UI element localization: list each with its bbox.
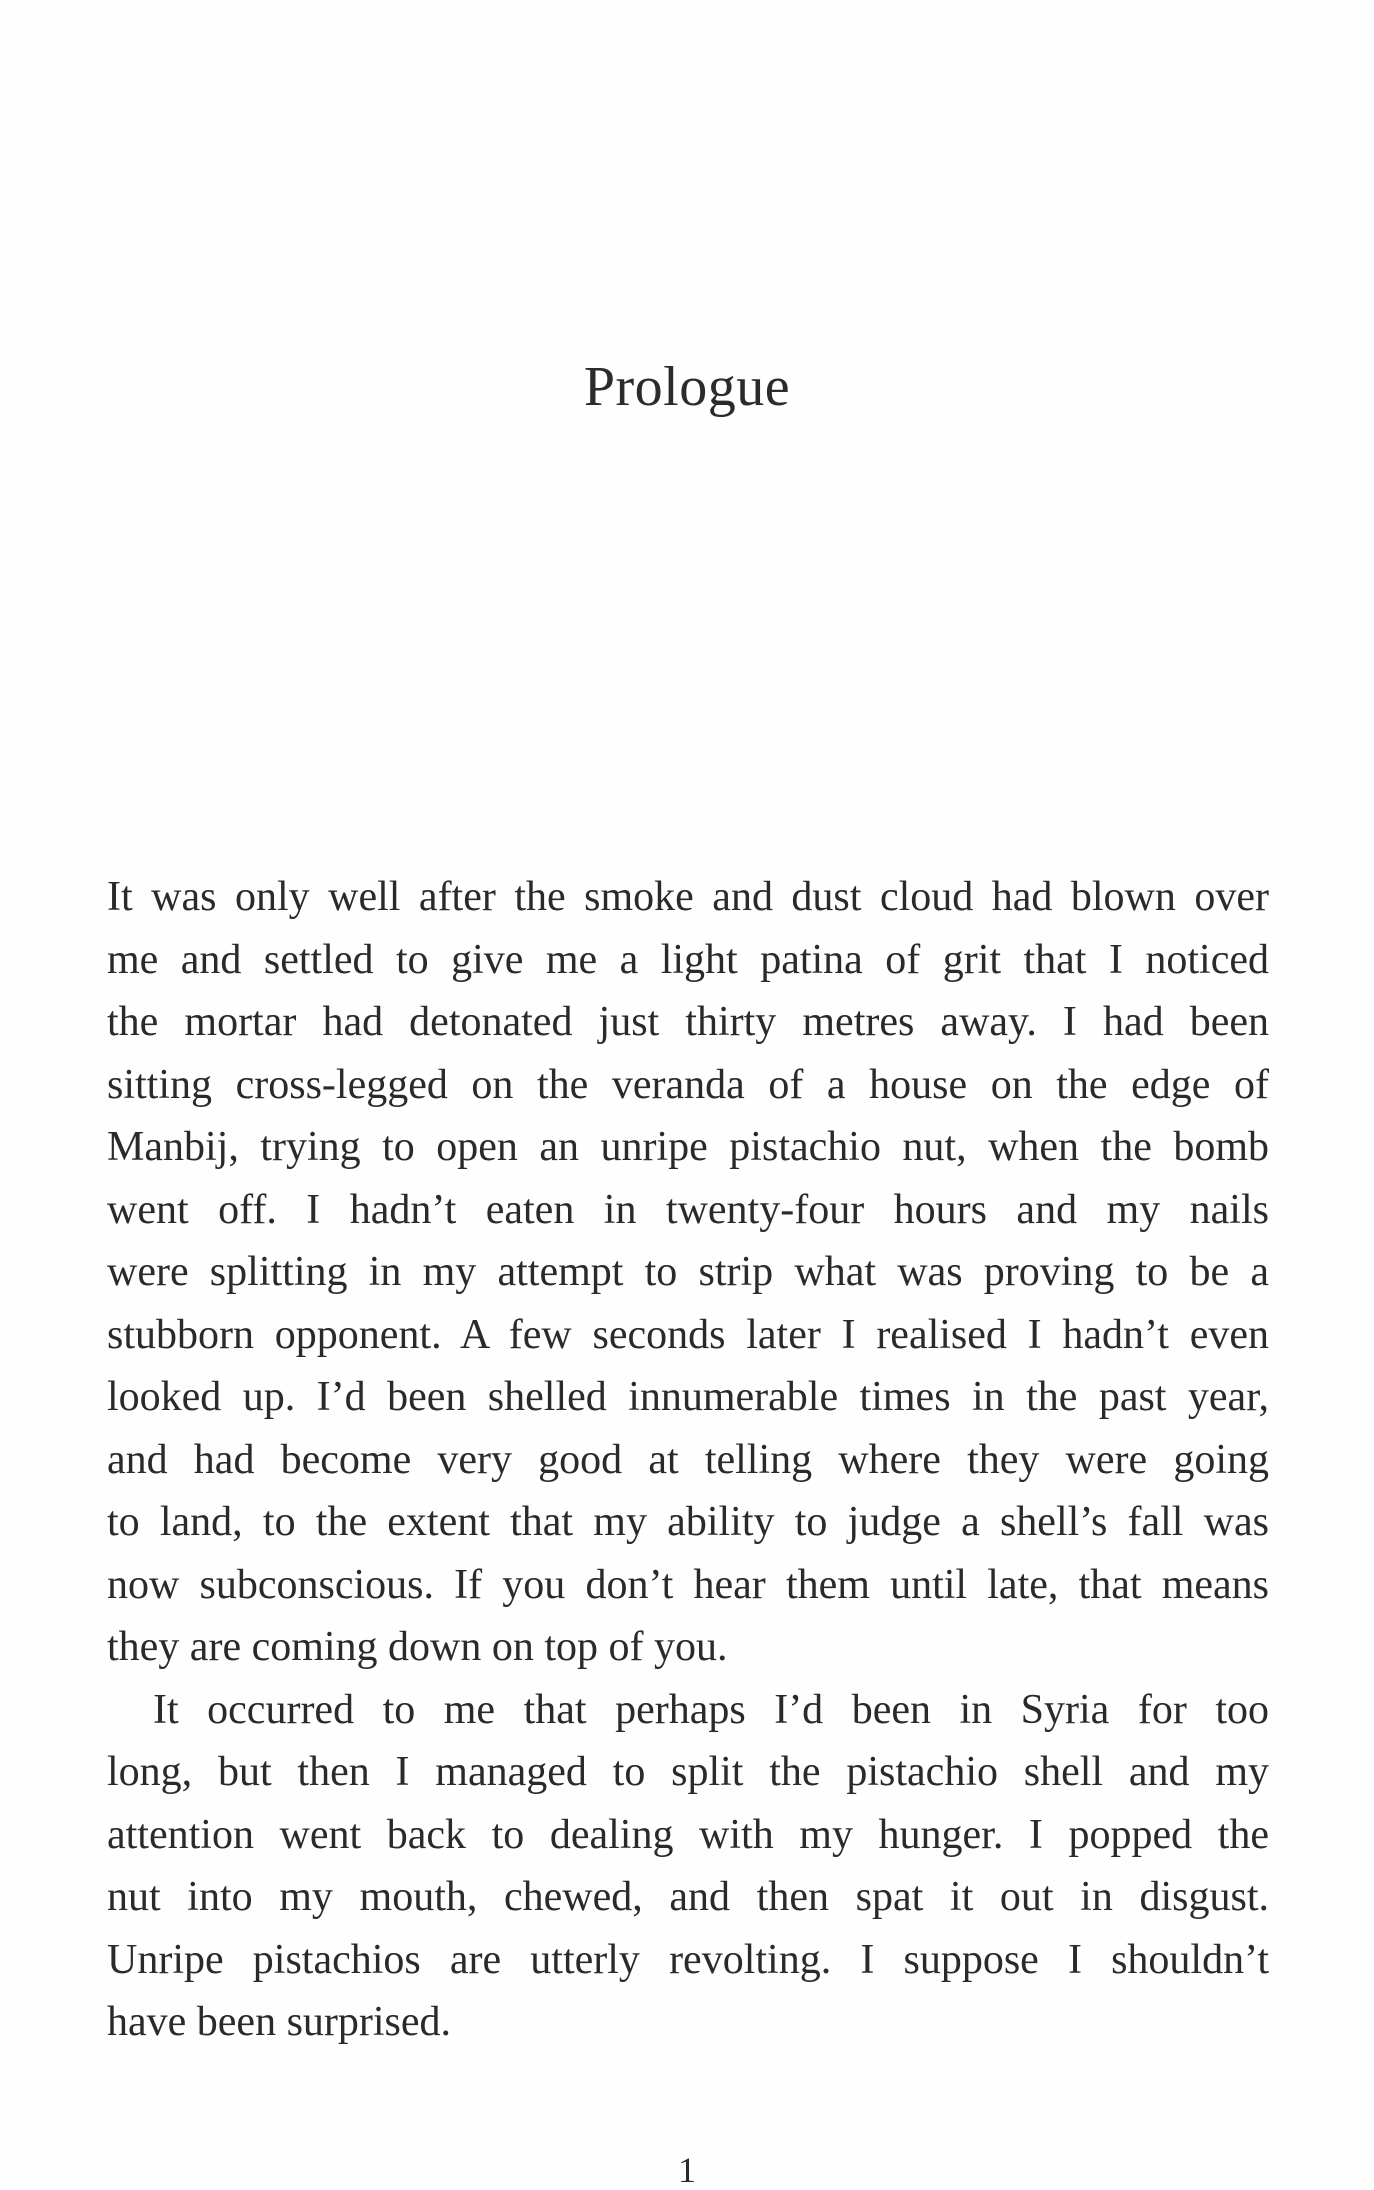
text-line: now subconscious. If you don’t hear them until late, that means <box>107 1561 1269 1608</box>
text-line: attention went back to dealing with my hunger. I popped the <box>107 1811 1269 1858</box>
chapter-title: Prologue <box>583 356 791 418</box>
text-line: were splitting in my attempt to strip what was proving to be a <box>107 1249 1269 1295</box>
text-line: long, but then I managed to split the pistachio shell and my <box>107 1749 1269 1795</box>
text-line: It occurred to me that perhaps I’d been in Syria for too <box>153 1686 1269 1733</box>
text-line: have been surprised. <box>107 1999 452 2045</box>
text-line: the mortar had detonated just thirty metres away. I had been <box>107 999 1269 1045</box>
text-line: me and settled to give me a light patina of grit that I noticed <box>107 936 1269 983</box>
text-line: went off. I hadn’t eaten in twenty-four hours and my nails <box>107 1186 1269 1233</box>
text-line: nut into my mouth, chewed, and then spat it out in disgust. <box>107 1874 1269 1920</box>
page-number: 1 <box>678 2150 696 2190</box>
text-line: stubborn opponent. A few seconds later I realised I hadn’t even <box>107 1311 1269 1358</box>
text-line: looked up. I’d been shelled innumerable times in the past year, <box>107 1374 1269 1420</box>
text-line: to land, to the extent that my ability to judge a shell’s fall was <box>107 1499 1269 1545</box>
text-line: sitting cross-legged on the veranda of a house on the edge of <box>107 1061 1269 1108</box>
text-line: they are coming down on top of you. <box>107 1624 728 1670</box>
text-line: Unripe pistachios are utterly revolting. I suppose I shouldn’t <box>107 1936 1269 1983</box>
text-line: It was only well after the smoke and dust cloud had blown over <box>107 874 1269 920</box>
body-text <box>107 866 1269 2054</box>
text-line: and had become very good at telling where they were going <box>107 1436 1269 1483</box>
text-line: Manbij, trying to open an unripe pistachio nut, when the bomb <box>107 1124 1269 1170</box>
